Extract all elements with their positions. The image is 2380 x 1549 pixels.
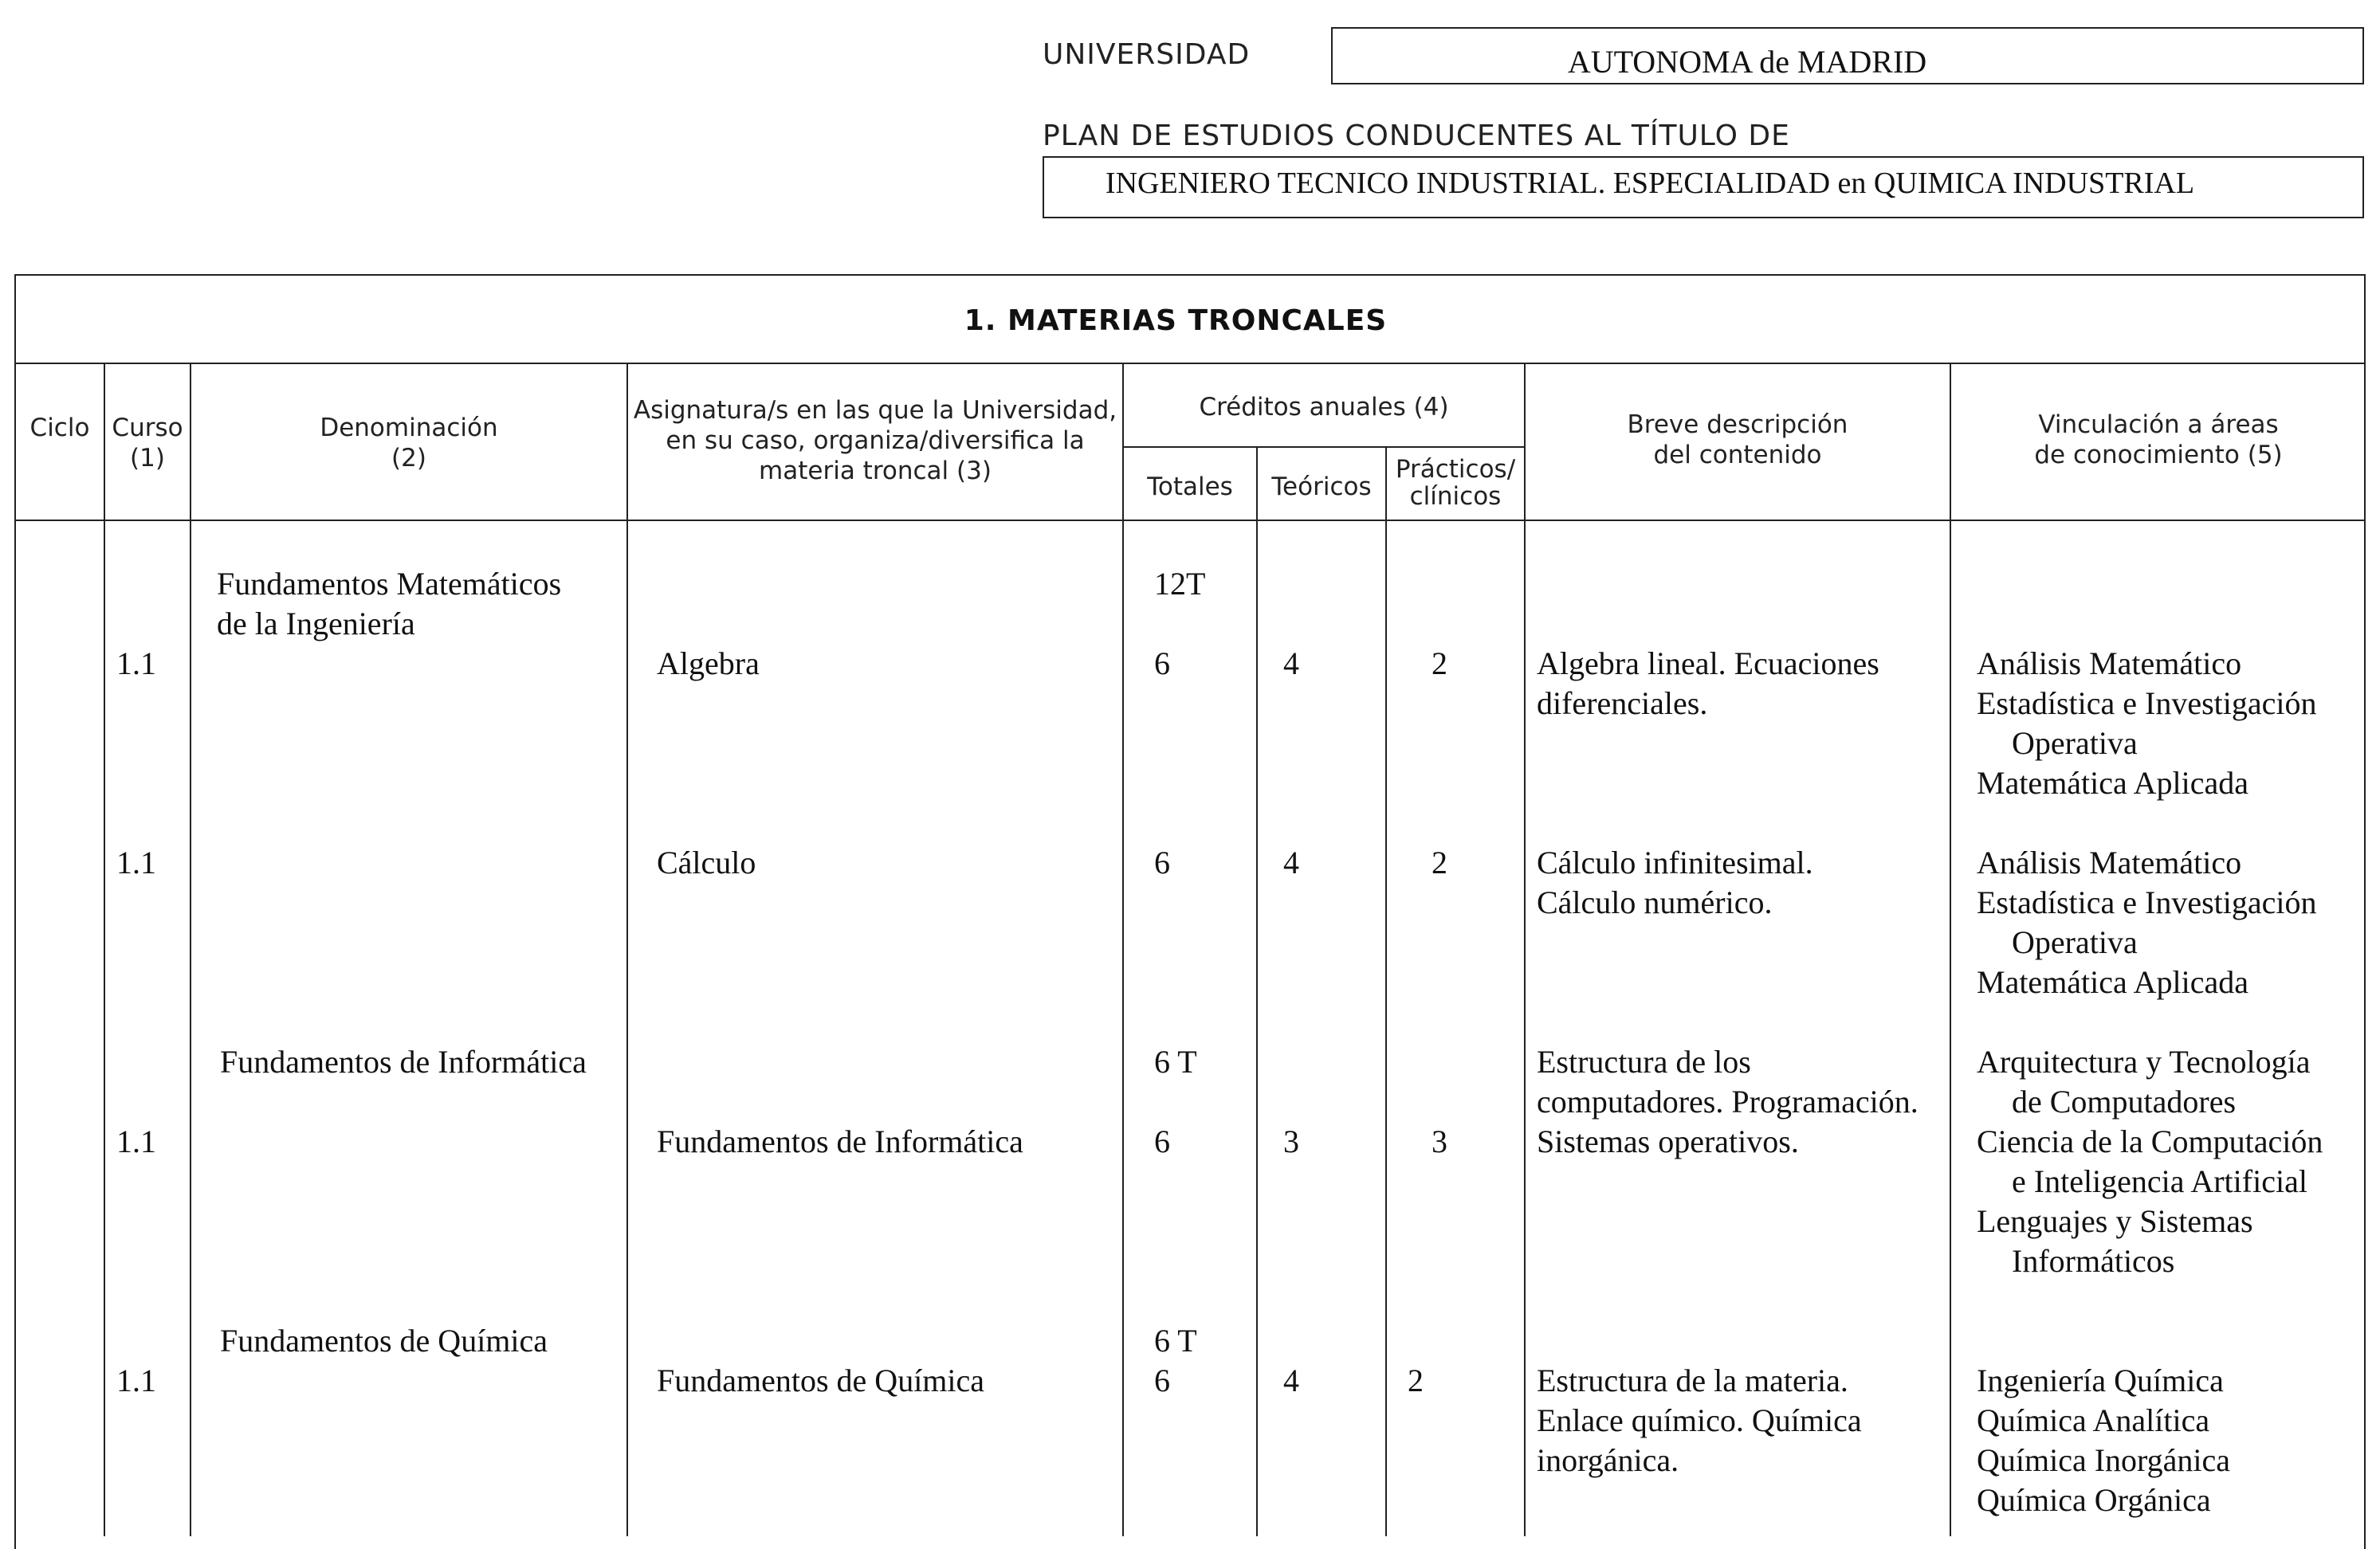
col-header-curso	[105, 413, 190, 473]
denominacion-value: Fundamentos de Química	[220, 1323, 548, 1359]
col-rule-practicos	[1524, 363, 1526, 1536]
descripcion-line: Estructura de la materia.	[1537, 1363, 1848, 1398]
descripcion-line: Algebra lineal. Ecuaciones	[1537, 645, 1879, 681]
col-header-curso-line2: (1)	[130, 444, 165, 473]
teoricos-value: 4	[1283, 1363, 1299, 1398]
col-header-denominacion-line2: (2)	[391, 444, 426, 473]
universidad-box	[1331, 27, 2364, 84]
titulo-value: INGENIERO TECNICO INDUSTRIAL. ESPECIALIDAD en QUIMICA INDUSTRIAL	[1105, 167, 2195, 200]
area-line: e Inteligencia Artificial	[2012, 1163, 2307, 1199]
descripcion-line: Enlace químico. Química	[1537, 1402, 1862, 1438]
col-header-practicos	[1387, 456, 1524, 510]
descripcion-line: Cálculo numérico.	[1537, 884, 1773, 920]
asignatura-value: Cálculo	[657, 845, 756, 880]
curso-value: 1.1	[116, 845, 156, 880]
denominacion-value: Fundamentos de Informática	[220, 1044, 587, 1080]
practicos-value: 2	[1432, 845, 1447, 880]
totales-value: 6 T	[1154, 1323, 1197, 1359]
col-rule-asignatura	[1122, 363, 1124, 1536]
descripcion-value	[1537, 644, 1879, 724]
area-line: Análisis Matemático	[1977, 645, 2242, 681]
col-rule-denominacion	[626, 363, 628, 1536]
col-header-ciclo: Ciclo	[29, 414, 90, 442]
col-header-asignatura-line2: en su caso, organiza/diversifica la	[666, 426, 1085, 455]
area-line: Ingeniería Química	[1977, 1363, 2224, 1398]
descripcion-line: Sistemas operativos.	[1537, 1124, 1799, 1159]
col-header-denominacion-line1: Denominación	[320, 414, 498, 442]
area-line: Matemática Aplicada	[1977, 964, 2248, 1000]
col-rule-totales	[1256, 446, 1258, 1536]
curso-value: 1.1	[116, 645, 156, 681]
area-line: Informáticos	[2012, 1243, 2175, 1279]
practicos-value: 2	[1408, 1363, 1424, 1398]
area-line: Estadística e Investigación	[1977, 685, 2317, 721]
descripcion-value	[1537, 843, 1813, 923]
col-header-curso-line1: Curso	[112, 414, 183, 442]
asignatura-value: Fundamentos de Informática	[657, 1124, 1023, 1159]
header-bottom-rule	[14, 520, 2366, 521]
curso-value: 1.1	[116, 1124, 156, 1159]
area-line: Operativa	[2012, 924, 2138, 960]
col-header-vinculacion-line2: de conocimiento (5)	[2034, 441, 2283, 469]
col-rule-ciclo	[104, 363, 105, 1536]
titulo-box	[1043, 156, 2364, 218]
descripcion-line: inorgánica.	[1537, 1442, 1679, 1478]
area-line: Matemática Aplicada	[1977, 765, 2248, 801]
table-row-denominacion	[217, 564, 561, 644]
col-header-totales: Totales	[1147, 473, 1233, 501]
totales-value: 12T	[1154, 566, 1206, 602]
descripcion-line: Estructura de los	[1537, 1044, 1751, 1080]
col-rule-teoricos	[1385, 446, 1387, 1536]
descripcion-value	[1537, 1042, 1919, 1162]
teoricos-value: 4	[1283, 845, 1299, 880]
col-header-asignatura-line1: Asignatura/s en las que la Universidad,	[633, 396, 1117, 425]
col-header-practicos-line2: clínicos	[1409, 482, 1502, 511]
col-rule-curso	[190, 363, 191, 1536]
totales-value: 6	[1154, 845, 1170, 880]
area-line: Operativa	[2012, 725, 2138, 761]
col-header-descripcion-line2: del contenido	[1653, 441, 1822, 469]
col-header-practicos-line1: Prácticos/	[1395, 455, 1516, 484]
curso-value: 1.1	[116, 1363, 156, 1398]
col-header-vinculacion	[1951, 410, 2366, 470]
totales-value: 6	[1154, 1124, 1170, 1159]
practicos-value: 3	[1432, 1124, 1447, 1159]
col-header-asignatura	[628, 395, 1122, 486]
col-header-vinculacion-line1: Vinculación a áreas	[2038, 410, 2279, 439]
col-header-descripcion	[1526, 410, 1950, 470]
asignatura-value: Fundamentos de Química	[657, 1363, 985, 1398]
areas-value	[1977, 843, 2317, 1002]
plan-label: PLAN DE ESTUDIOS CONDUCENTES AL TÍTULO DE	[1043, 120, 1790, 152]
area-line: de Computadores	[2012, 1084, 2237, 1120]
teoricos-value: 4	[1283, 645, 1299, 681]
descripcion-line: Cálculo infinitesimal.	[1537, 845, 1813, 880]
col-header-descripcion-line1: Breve descripción	[1627, 410, 1848, 439]
col-rule-descripcion	[1950, 363, 1951, 1536]
descripcion-value	[1537, 1361, 1862, 1480]
descripcion-line: diferenciales.	[1537, 685, 1708, 721]
section-title: 1. MATERIAS TRONCALES	[964, 304, 1388, 337]
col-header-teoricos: Teóricos	[1271, 473, 1372, 501]
area-line: Química Inorgánica	[1977, 1442, 2231, 1478]
denominacion-line: de la Ingeniería	[217, 606, 415, 641]
creditos-sub-rule	[1122, 446, 1524, 448]
areas-value	[1977, 1042, 2323, 1281]
col-header-asignatura-line3: materia troncal (3)	[759, 457, 992, 485]
areas-value	[1977, 644, 2317, 803]
header-top-rule	[14, 363, 2366, 364]
area-line: Química Orgánica	[1977, 1482, 2211, 1518]
area-line: Análisis Matemático	[1977, 845, 2242, 880]
area-line: Estadística e Investigación	[1977, 884, 2317, 920]
area-line: Ciencia de la Computación	[1977, 1124, 2323, 1159]
universidad-label: UNIVERSIDAD	[1043, 38, 1251, 71]
col-header-denominacion	[191, 413, 626, 473]
totales-value: 6 T	[1154, 1044, 1197, 1080]
asignatura-value: Algebra	[657, 645, 760, 681]
totales-value: 6	[1154, 1363, 1170, 1398]
area-line: Lenguajes y Sistemas	[1977, 1203, 2253, 1239]
descripcion-line: computadores. Programación.	[1537, 1084, 1919, 1120]
totales-value: 6	[1154, 645, 1170, 681]
universidad-value: AUTONOMA de MADRID	[1567, 44, 1927, 80]
denominacion-line: Fundamentos Matemáticos	[217, 566, 562, 602]
col-header-creditos: Créditos anuales (4)	[1199, 393, 1449, 422]
areas-value	[1977, 1361, 2230, 1520]
area-line: Química Analítica	[1977, 1402, 2210, 1438]
practicos-value: 2	[1432, 645, 1447, 681]
area-line: Arquitectura y Tecnología	[1977, 1044, 2311, 1080]
teoricos-value: 3	[1283, 1124, 1299, 1159]
